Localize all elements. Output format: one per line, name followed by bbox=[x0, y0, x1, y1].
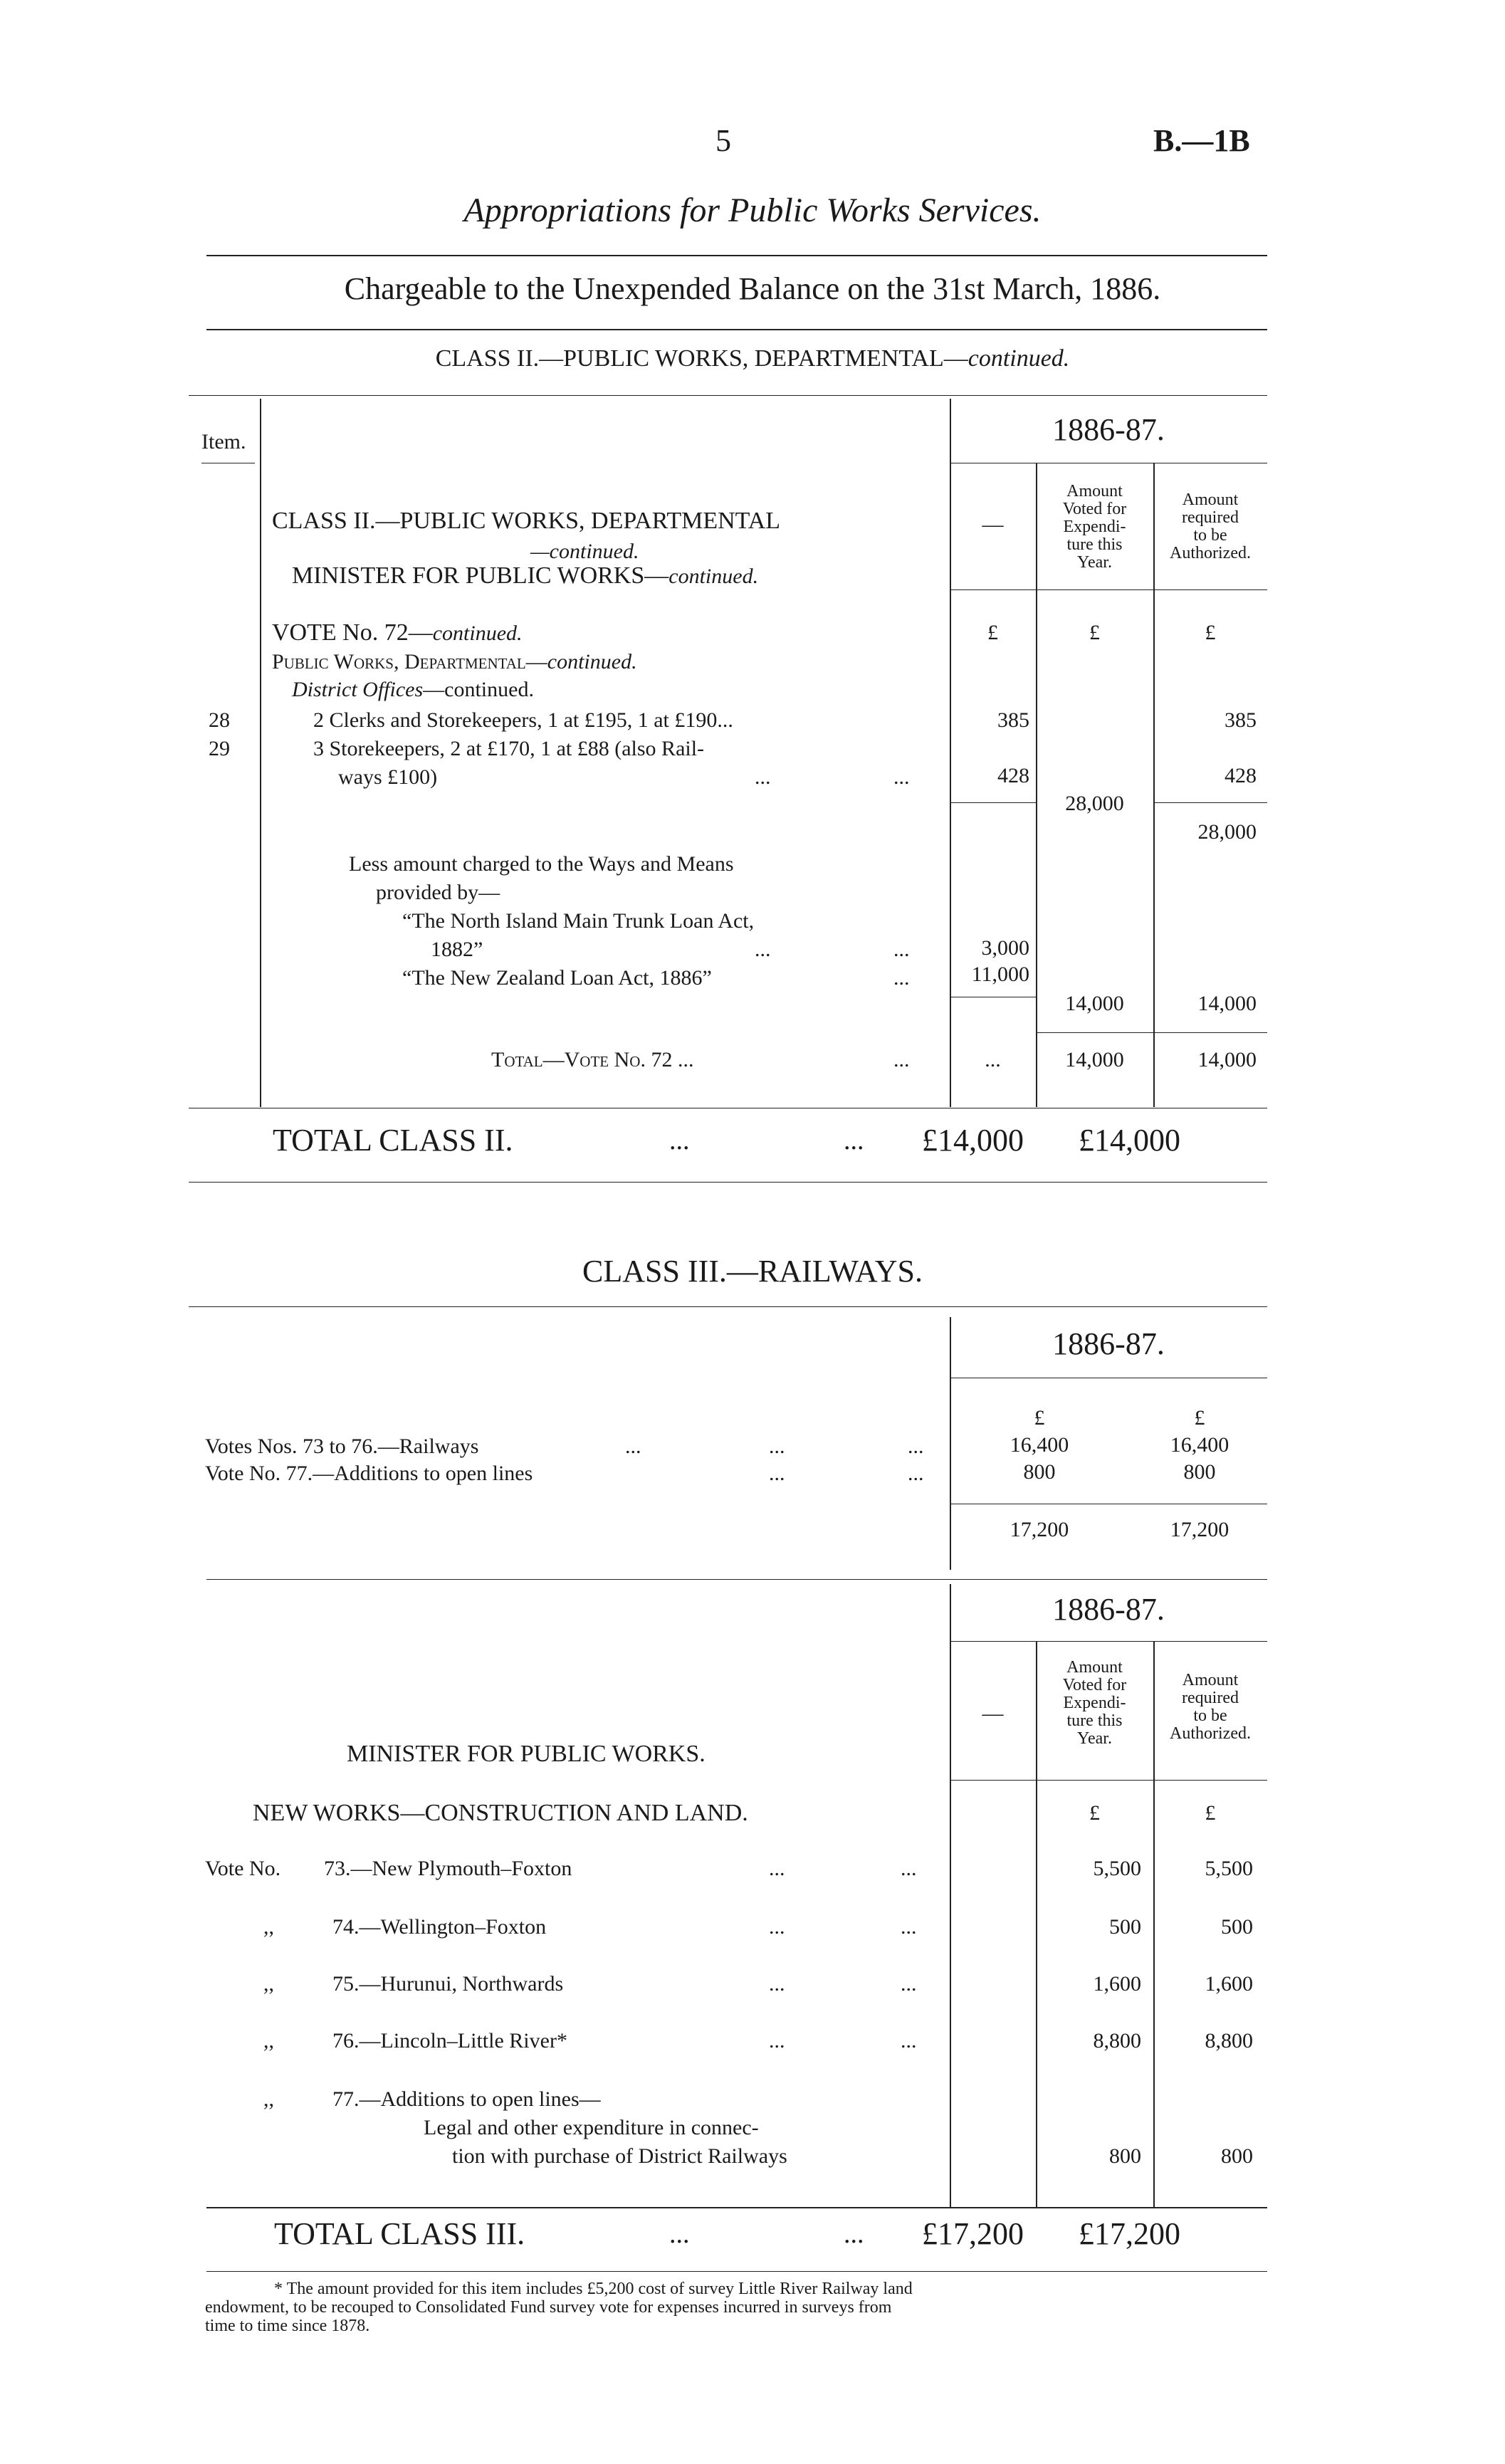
total-class3-voted: £17,200 bbox=[922, 2216, 1024, 2251]
item-description: 3 Storekeepers, 2 at £170, 1 at £88 (also Rail- bbox=[313, 737, 705, 760]
total-class2-voted: £14,000 bbox=[922, 1123, 1024, 1158]
rule bbox=[950, 589, 1267, 590]
leader-dots: ... bbox=[908, 1462, 924, 1485]
summary-total-voted: 17,200 bbox=[1010, 1518, 1069, 1541]
item-required: 385 bbox=[1225, 708, 1257, 732]
leader-dots: ... bbox=[769, 1462, 785, 1485]
class2-desc-line3: MINISTER FOR PUBLIC WORKS—continued. bbox=[292, 562, 759, 589]
minister-heading: MINISTER FOR PUBLIC WORKS. bbox=[347, 1741, 706, 1767]
leader-dots: ... bbox=[901, 2029, 917, 2053]
rule bbox=[206, 2207, 1267, 2208]
public-works-label: Public Works, Departmental—continued. bbox=[272, 650, 637, 673]
pound-sign: £ bbox=[1089, 621, 1100, 644]
total-class2-required: £14,000 bbox=[1079, 1123, 1180, 1158]
rule bbox=[189, 1182, 1267, 1183]
vote-72-label: VOTE No. 72—continued. bbox=[272, 619, 523, 646]
table-divider bbox=[950, 1584, 951, 2207]
rule bbox=[206, 1579, 1267, 1580]
total-vote-72-label: Total—Vote No. 72 ... bbox=[491, 1048, 694, 1071]
vote-prefix: ,, bbox=[263, 1972, 274, 1996]
footnote-line1: * The amount provided for this item includes £5,200 cost of survey Little River Railway land bbox=[274, 2280, 913, 2298]
total-vote-voted: 14,000 bbox=[1065, 1048, 1124, 1071]
total-vote-required: 14,000 bbox=[1197, 1048, 1257, 1071]
col-dash: — bbox=[982, 513, 1004, 536]
item-description-cont: ways £100) bbox=[338, 765, 438, 789]
total-vote-col1: ... bbox=[985, 1048, 1001, 1071]
item-column-header: Item. bbox=[201, 430, 246, 454]
page-title: Appropriations for Public Works Services. bbox=[463, 192, 1042, 229]
class2-year: 1886-87. bbox=[1052, 412, 1165, 447]
leader-dots: ... bbox=[844, 2219, 864, 2249]
summary-label: Vote No. 77.—Additions to open lines bbox=[205, 1462, 533, 1485]
rule bbox=[1036, 1032, 1267, 1033]
vote-label: 74.—Wellington–Foxton bbox=[332, 1915, 547, 1939]
rule bbox=[950, 802, 1036, 803]
pound-sign: £ bbox=[1034, 1406, 1045, 1430]
pound-sign: £ bbox=[1194, 1406, 1205, 1430]
col-required-header: Amount required to be Authorized. bbox=[1170, 491, 1251, 562]
less-amount: 11,000 bbox=[971, 963, 1029, 986]
rule bbox=[1153, 802, 1267, 803]
table-divider bbox=[950, 399, 951, 1107]
vote-label-cont: Legal and other expenditure in connec- bbox=[424, 2116, 759, 2139]
leader-dots: ... bbox=[625, 1435, 641, 1458]
summary-required: 800 bbox=[1183, 1460, 1216, 1484]
table-divider bbox=[260, 399, 261, 1107]
leader-dots: ... bbox=[893, 765, 910, 789]
pound-sign: £ bbox=[1205, 621, 1216, 644]
vote-label: 76.—Lincoln–Little River* bbox=[332, 2029, 567, 2053]
leader-dots: ... bbox=[893, 966, 910, 990]
summary-label: Votes Nos. 73 to 76.—Railways bbox=[205, 1435, 479, 1458]
summary-total-required: 17,200 bbox=[1170, 1518, 1229, 1541]
total-class3-label: TOTAL CLASS III. bbox=[274, 2216, 525, 2251]
col-required-header: Amount required to be Authorized. bbox=[1170, 1671, 1251, 1743]
leader-dots: ... bbox=[769, 1972, 785, 1996]
leader-dots: ... bbox=[901, 1915, 917, 1939]
class3-year-detail: 1886-87. bbox=[1052, 1592, 1165, 1627]
new-works-heading: NEW WORKS—CONSTRUCTION AND LAND. bbox=[253, 1800, 748, 1826]
col-voted-header: Amount Voted for Expendi- ture this Year. bbox=[1062, 482, 1127, 572]
leader-dots: ... bbox=[669, 2219, 690, 2249]
leader-dots: ... bbox=[901, 1857, 917, 1880]
rule bbox=[950, 1780, 1267, 1781]
vote-label-cont: tion with purchase of District Railways bbox=[452, 2144, 787, 2168]
pound-sign: £ bbox=[1205, 1801, 1216, 1825]
total-class3-required: £17,200 bbox=[1079, 2216, 1180, 2251]
document-reference: B.—1B bbox=[1153, 123, 1250, 158]
total-class2-label: TOTAL CLASS II. bbox=[273, 1123, 513, 1158]
footnote-line3: time to time since 1878. bbox=[205, 2317, 370, 2335]
class2-desc-line2: —continued. bbox=[530, 540, 639, 563]
footnote-line2: endowment, to be recouped to Consolidated Fund survey vote for expenses incurred in surveys from bbox=[205, 2298, 892, 2317]
less-line2: provided by— bbox=[376, 881, 500, 904]
rule bbox=[206, 2271, 1267, 2272]
less-line1: Less amount charged to the Ways and Means bbox=[349, 852, 734, 876]
leader-dots: ... bbox=[893, 938, 910, 961]
class3-year: 1886-87. bbox=[1052, 1326, 1165, 1361]
summary-required: 16,400 bbox=[1170, 1433, 1229, 1457]
leader-dots: ... bbox=[908, 1435, 924, 1458]
vote-voted: 5,500 bbox=[1093, 1857, 1141, 1880]
vote-required: 500 bbox=[1221, 1915, 1253, 1939]
vote-voted: 1,600 bbox=[1093, 1972, 1141, 1996]
pound-sign: £ bbox=[1089, 1801, 1100, 1825]
item-number: 28 bbox=[209, 708, 230, 732]
item-description: 2 Clerks and Storekeepers, 1 at £195, 1 at £190... bbox=[313, 708, 733, 732]
page-subtitle: Chargeable to the Unexpended Balance on the 31st March, 1886. bbox=[344, 271, 1161, 306]
pound-sign: £ bbox=[987, 621, 998, 644]
rule bbox=[206, 329, 1267, 330]
vote-required: 800 bbox=[1221, 2144, 1253, 2168]
vote-voted: 500 bbox=[1109, 1915, 1141, 1939]
summary-voted: 800 bbox=[1023, 1460, 1056, 1484]
item-required: 428 bbox=[1225, 764, 1257, 787]
vote-required: 8,800 bbox=[1205, 2029, 1253, 2053]
col-dash: — bbox=[982, 1702, 1004, 1725]
vote-prefix: ,, bbox=[263, 2087, 274, 2111]
net-voted: 14,000 bbox=[1065, 992, 1124, 1015]
leader-dots: ... bbox=[769, 1857, 785, 1880]
vote-label: 75.—Hurunui, Northwards bbox=[332, 1972, 564, 1996]
item-amount: 428 bbox=[997, 764, 1029, 787]
leader-dots: ... bbox=[769, 1435, 785, 1458]
leader-dots: ... bbox=[893, 1048, 910, 1071]
item-number: 29 bbox=[209, 737, 230, 760]
vote-prefix: Vote No. bbox=[205, 1857, 281, 1880]
subtotal-voted: 28,000 bbox=[1065, 792, 1124, 815]
leader-dots: ... bbox=[769, 1915, 785, 1939]
district-offices-label: District Offices—continued. bbox=[292, 678, 534, 701]
class2-desc-line1: CLASS II.—PUBLIC WORKS, DEPARTMENTAL bbox=[272, 508, 781, 534]
leader-dots: ... bbox=[844, 1126, 864, 1155]
vote-label: 77.—Additions to open lines— bbox=[332, 2087, 601, 2111]
vote-required: 5,500 bbox=[1205, 1857, 1253, 1880]
vote-required: 1,600 bbox=[1205, 1972, 1253, 1996]
rule bbox=[189, 1306, 1267, 1307]
rule bbox=[950, 1641, 1267, 1642]
class3-heading: CLASS III.—RAILWAYS. bbox=[582, 1254, 923, 1289]
leader-dots: ... bbox=[669, 1126, 690, 1155]
less-line5: “The New Zealand Loan Act, 1886” bbox=[402, 966, 712, 990]
vote-label: 73.—New Plymouth–Foxton bbox=[324, 1857, 572, 1880]
page-number: 5 bbox=[715, 123, 731, 158]
less-line4: 1882” bbox=[431, 938, 483, 961]
leader-dots: ... bbox=[755, 938, 771, 961]
col-voted-header: Amount Voted for Expendi- ture this Year. bbox=[1062, 1658, 1127, 1748]
class2-heading: CLASS II.—PUBLIC WORKS, DEPARTMENTAL—continued. bbox=[435, 345, 1070, 372]
leader-dots: ... bbox=[901, 1972, 917, 1996]
leader-dots: ... bbox=[755, 765, 771, 789]
less-amount: 3,000 bbox=[981, 936, 1029, 960]
vote-prefix: ,, bbox=[263, 1915, 274, 1939]
rule bbox=[206, 255, 1267, 256]
summary-voted: 16,400 bbox=[1010, 1433, 1069, 1457]
less-line3: “The North Island Main Trunk Loan Act, bbox=[402, 909, 755, 933]
vote-voted: 8,800 bbox=[1093, 2029, 1141, 2053]
rule bbox=[189, 395, 1267, 396]
vote-voted: 800 bbox=[1109, 2144, 1141, 2168]
subtotal-required: 28,000 bbox=[1197, 820, 1257, 844]
item-amount: 385 bbox=[997, 708, 1029, 732]
leader-dots: ... bbox=[769, 2029, 785, 2053]
vote-prefix: ,, bbox=[263, 2029, 274, 2053]
net-required: 14,000 bbox=[1197, 992, 1257, 1015]
